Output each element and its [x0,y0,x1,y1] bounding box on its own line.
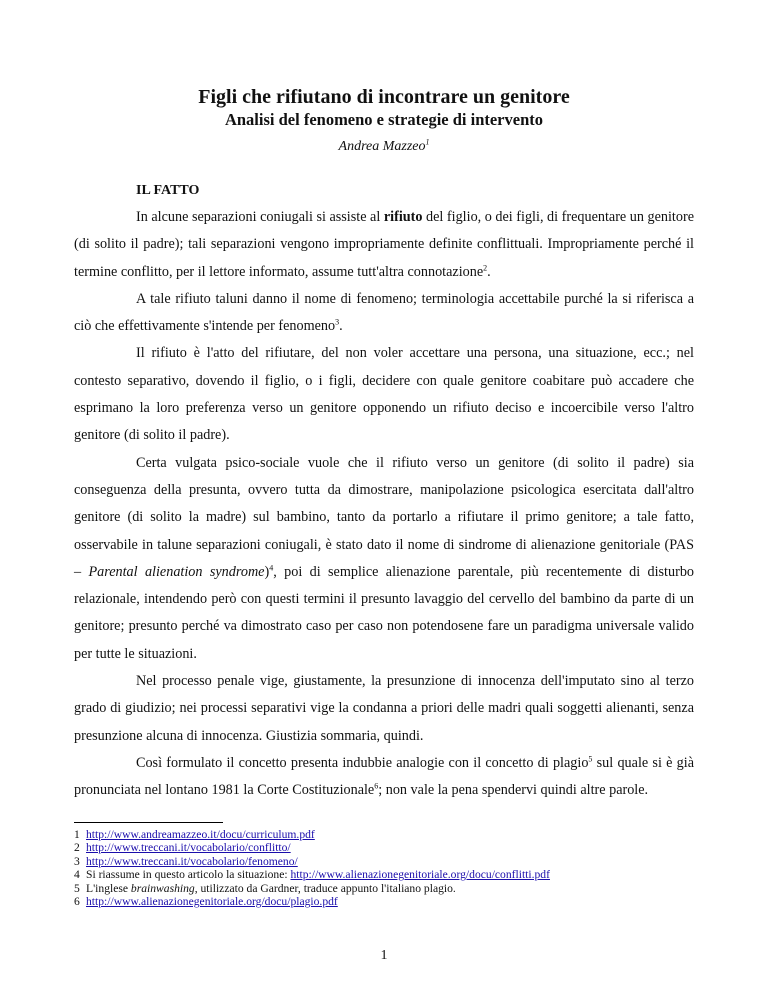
footnote-ref-6[interactable]: 6 [374,781,379,791]
footnote-link[interactable]: http://www.andreamazzeo.it/docu/curriculum.pdf [86,828,315,841]
footnote-ref-2[interactable]: 2 [483,262,488,272]
footnote-link[interactable]: http://www.alienazionegenitoriale.org/docu/conflitti.pdf [290,868,550,882]
footnote-link[interactable]: http://www.treccani.it/vocabolario/conflitto/ [86,841,291,855]
footnote-ref-3[interactable]: 3 [335,317,340,327]
footnote-link[interactable]: http://www.alienazionegenitoriale.org/docu/plagio.pdf [86,895,338,909]
footnote-2: 2 http://www.treccani.it/vocabolario/conflitto/ [74,841,291,855]
paragraph-4: Certa vulgata psico-sociale vuole che il rifiuto verso un genitore (di solito il padre) sia conseguenza della presunta, ovvero tutta da dimostrare, manipolazione psicologica esercitata dall'altro genitore (di solito la madre) sul bambino, tanto da portarlo a rifiutare il primo genitore; a tale fatto, osservabile in talune separazioni coniugali, è stato dato il nome di sindrome di alienazione genitoriale (PAS – Parental alienation syndrome)$^4$, poi di semplice alienazione parentale, più recentemente di disturbo relazionale, intendendo però con questi termini il presunto lavaggio del cervello del bambino da parte di un genitore; presunto perché va dimostrato caso per caso non potendosene fare un paradigma universale valido per tutte le situazioni. [74,454,695,662]
section-heading: IL FATTO [136,183,200,198]
footnote-ref-5[interactable]: 5 [588,754,593,764]
footnote-separator [74,822,223,823]
body-text [74,204,694,805]
paragraph-6: Così formulato il concetto presenta indubbie analogie con il concetto di plagio$^5$ sul quale si è già pronunciata nel lontano 1981 la Corte Costituzionale$^6$; non vale la pena spendervi quindi altre parole. [74,754,694,799]
author-line [0,139,768,155]
page-number: 1 [380,948,388,963]
footnote-3: 3 http://www.treccani.it/vocabolario/fenomeno/ [74,854,298,868]
document-subtitle: Analisi del fenomeno e strategie di intervento [224,110,544,129]
footnote-6: 6 http://www.alienazionegenitoriale.org/docu/plagio.pdf [74,895,338,909]
emphasis-rifiuto: rifiuto [383,209,423,225]
document-title: Figli che rifiutano di incontrare un genitore [198,86,570,108]
paragraph-3: Il rifiuto è l'atto del rifiutare, del non voler accettare una persona, una situazione, ecc.; nel contesto separativo, dovendo il figlio, o i figli, decidere con quale genitore coabitare può accadere che esprimano la loro preferenza verso un genitore opponendo un rifiuto deciso e incoercibile verso l'altro genitore (di solito il padre). [74,345,694,444]
paragraph-1: In alcune separazioni coniugali si assiste al rifiuto del figlio, o dei figli, di frequentare un genitore (di solito il padre); tali separazioni vengono impropriamente definite conflittuali. Impropriamente perché il termine conflitto, per il lettore informato, assume tutt'altra connotazione$^2$. [74,209,694,280]
author-name: Andrea Mazzeo [338,139,426,154]
footnote-1: 1 http://www.andreamazzeo.it/docu/curriculum.pdf [74,828,315,841]
footnote-link[interactable]: http://www.treccani.it/vocabolario/fenomeno/ [86,854,298,868]
footnote-ref-4[interactable]: 4 [269,563,274,573]
footnote-5: 5 L'inglese brainwashing, utilizzato da Gardner, traduce appunto l'italiano plagio. [74,881,456,895]
paragraph-5: Nel processo penale vige, giustamente, la presunzione di innocenza dell'imputato sino al terzo grado di giudizio; nei processi separativi vige la condanna a priori delle madri quali soggetti alienanti, senza presunzione alcuna di innocenza. Giustizia sommaria, quindi. [74,673,694,744]
paragraph-2: A tale rifiuto taluni danno il nome di fenomeno; terminologia accettabile purché la si riferisca a ciò che effettivamente s'intende per fenomeno$^3$. [74,290,694,335]
footnote-ref-1[interactable]: 1 [425,137,430,147]
footnote-4: 4 Si riassume in questo articolo la situazione: http://www.alienazionegenitoriale.org/docu/conflitti.pdf [74,868,550,882]
footnotes [74,828,694,908]
emphasis-pas: Parental alienation syndrome [88,563,265,580]
